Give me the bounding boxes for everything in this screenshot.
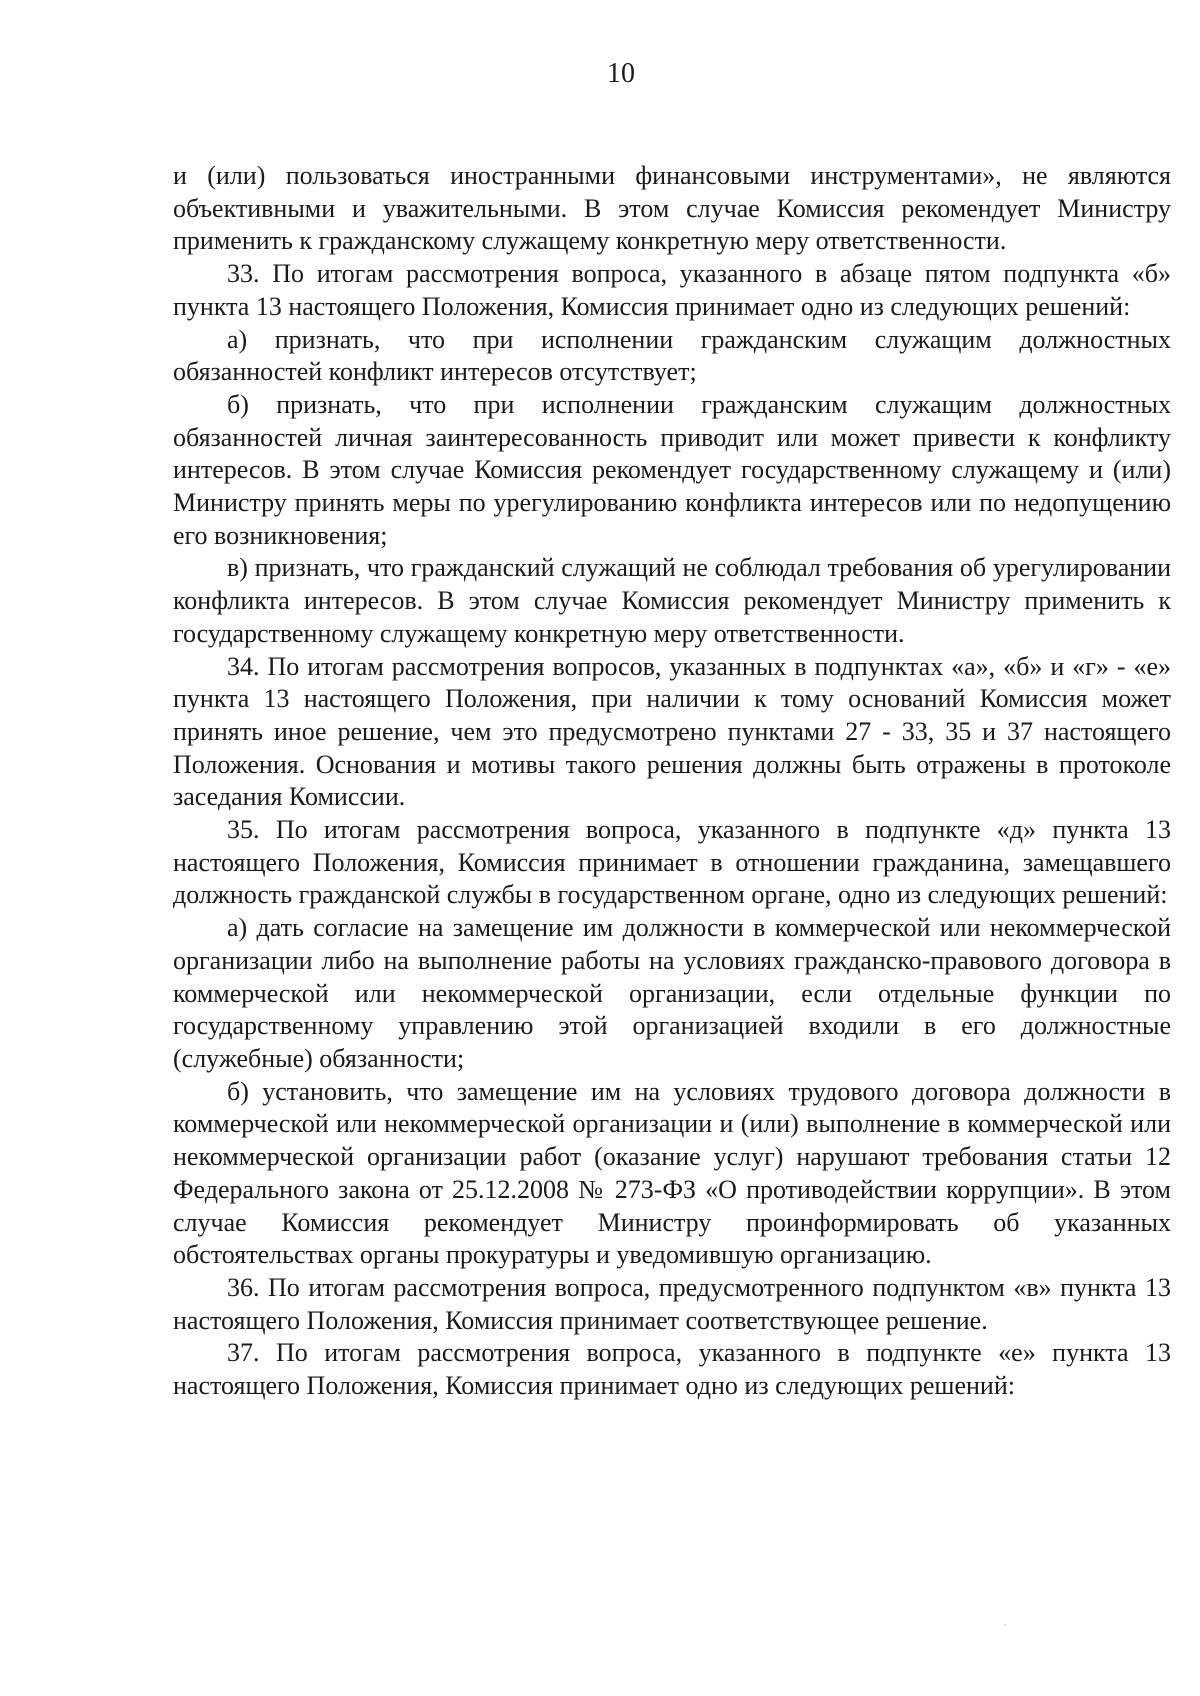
paragraph-35-item-b: б) установить, что замещение им на условиях трудового договора должности в коммерческой или некоммерческой организации и (или) выполнение в коммерческой или некоммерческой организации работ (оказание услуг) нарушают требования статьи 12 Федерального закона от 25.12.2008 № 273-ФЗ «О противодействии коррупции». В этом случае Комиссия рекомендует Министру проинформировать об указанных обстоятельствах органы прокуратуры и уведомившую организацию.	[173, 1076, 1171, 1270]
paragraph-33-item-b: б) признать, что при исполнении гражданским служащим должностных обязанностей личная заинтересованность приводит или может привести к конфликту интересов. В этом случае Комиссия рекомендует государственному служащему и (или) Министру принять меры по урегулированию конфликта интересов или по недопущению его возникновения;	[173, 389, 1171, 550]
paragraph-37: 37. По итогам рассмотрения вопроса, указанного в подпункте «е» пункта 13 настоящего Положения, Комиссия принимает одно из следующих решений:	[173, 1338, 1171, 1401]
paragraph-32-continuation: и (или) пользоваться иностранными финансовыми инструментами», не являются объективными и уважительными. В этом случае Комиссия рекомендует Министру применить к гражданскому служащему конкретную меру ответственности.	[173, 161, 1171, 256]
paragraph-33-item-a: а) признать, что при исполнении гражданским служащим должностных обязанностей конфликт интересов отсутствует;	[173, 324, 1171, 387]
page-number: 10	[607, 58, 635, 89]
paragraph-33-item-v: в) признать, что гражданский служащий не соблюдал требования об урегулировании конфликта интересов. В этом случае Комиссия рекомендует Министру применить к государственному служащему конкретную меру ответственности.	[173, 553, 1171, 648]
paragraph-36: 36. По итогам рассмотрения вопроса, предусмотренного подпунктом «в» пункта 13 настоящего Положения, Комиссия принимает соответствующее решение.	[173, 1272, 1171, 1335]
paragraph-35: 35. По итогам рассмотрения вопроса, указанного в подпункте «д» пункта 13 настоящего Положения, Комиссия принимает в отношении гражданина, замещавшего должность гражданской службы в государственном органе, одно из следующих решений:	[173, 815, 1171, 910]
paragraph-33: 33. По итогам рассмотрения вопроса, указанного в абзаце пятом подпункта «б» пункта 13 настоящего Положения, Комиссия принимает одно из следующих решений:	[173, 259, 1171, 321]
paragraph-34: 34. По итогам рассмотрения вопросов, указанных в подпунктах «а», «б» и «г» - «е» пункта 13 настоящего Положения, при наличии к тому оснований Комиссия может принять иное решение, чем это предусмотрено пунктами 27 - 33, 35 и 37 настоящего Положения. Основания и мотивы такого решения должны быть отражены в протоколе заседания Комиссии.	[173, 651, 1171, 812]
scan-speck	[1004, 1624, 1006, 1626]
document-body	[173, 160, 1171, 1403]
paragraph-35-item-a: а) дать согласие на замещение им должности в коммерческой или некоммерческой организации либо на выполнение работы на условиях гражданско-правового договора в коммерческой или некоммерческой организации, если отдельные функции по государственному управлению этой организацией входили в его должностные (служебные) обязанности;	[173, 913, 1171, 1073]
